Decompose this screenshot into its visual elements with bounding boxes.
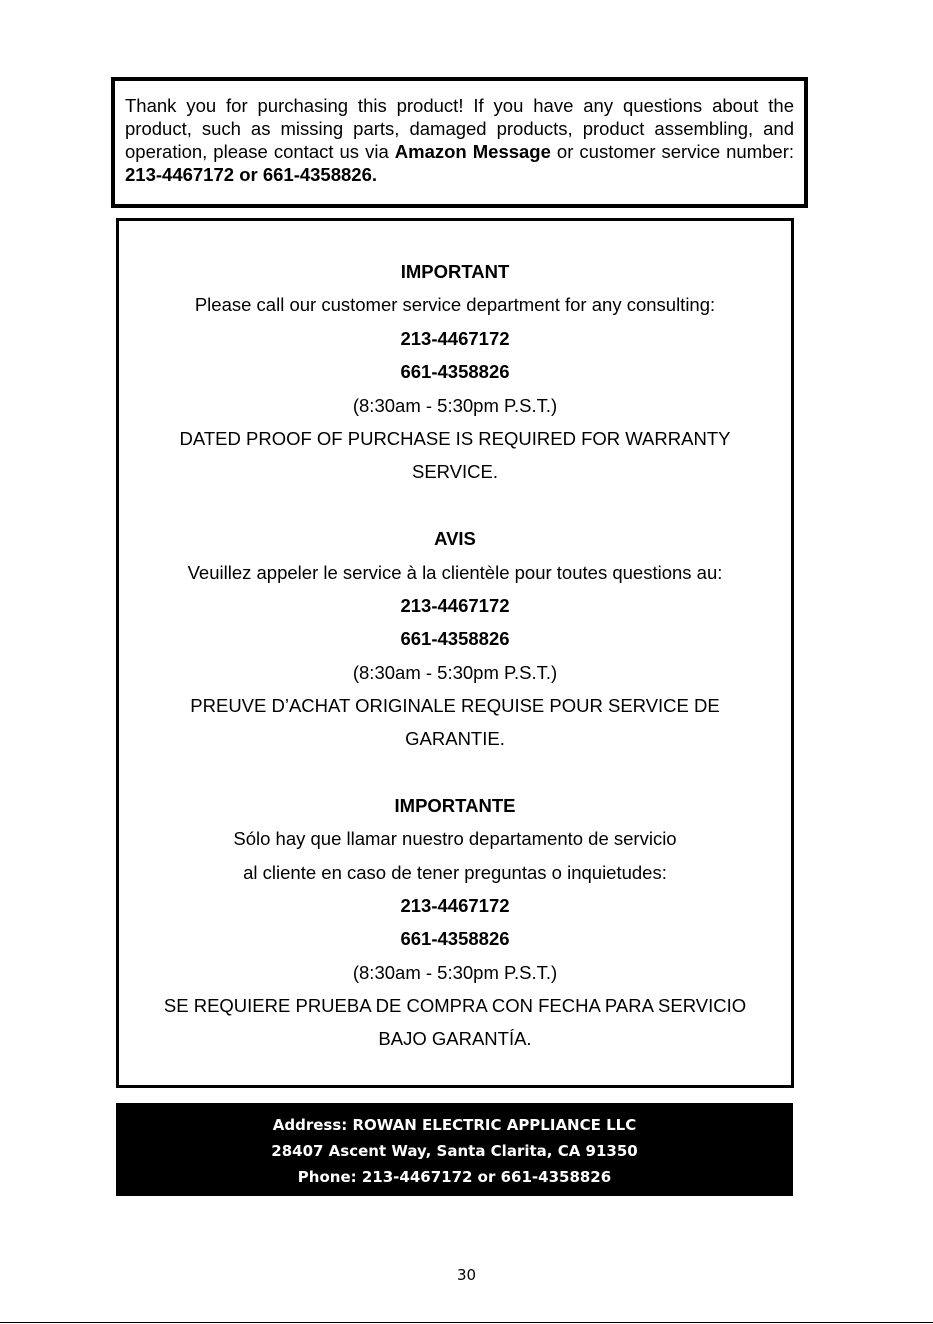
notice-phones: 213-4467172 or 661-4358826. [125, 164, 378, 185]
spanish-warranty-line-1: SE REQUIERE PRUEBA DE COMPRA CON FECHA PARA SERVICIO [163, 995, 747, 1016]
french-intro: Veuillez appeler le service à la clientèle pour toutes questions au: [187, 562, 723, 583]
warranty-info-box [116, 218, 794, 1088]
footer-phone-line: Phone: 213-4467172 or 661-4358826 [297, 1168, 612, 1186]
spanish-warranty-line-2: BAJO GARANTÍA. [378, 1028, 532, 1049]
english-phone-2: 661-4358826 [400, 361, 510, 382]
notice-amazon-message: Amazon Message [394, 141, 551, 162]
french-phone-1: 213-4467172 [400, 595, 510, 616]
english-hours: (8:30am - 5:30pm P.S.T.) [352, 395, 558, 416]
french-hours: (8:30am - 5:30pm P.S.T.) [352, 662, 558, 683]
footer-street-line: 28407 Ascent Way, Santa Clarita, CA 91350 [271, 1142, 638, 1160]
english-warranty-line-1: DATED PROOF OF PURCHASE IS REQUIRED FOR WARRANTY [179, 428, 731, 449]
english-warranty-line-2: SERVICE. [411, 461, 499, 482]
purchase-notice-box [111, 77, 808, 208]
french-warranty-line-1: PREUVE D’ACHAT ORIGINALE REQUISE POUR SERVICE DE [190, 695, 720, 716]
footer-address-line: Address: ROWAN ELECTRIC APPLIANCE LLC [272, 1116, 637, 1134]
english-phone-1: 213-4467172 [400, 328, 510, 349]
spanish-hours: (8:30am - 5:30pm P.S.T.) [352, 962, 558, 983]
bottom-divider [0, 1322, 933, 1323]
french-warranty-line-2: GARANTIE. [405, 728, 505, 749]
french-heading: AVIS [434, 528, 476, 549]
page-number: 30 [456, 1266, 477, 1284]
spanish-phone-1: 213-4467172 [400, 895, 510, 916]
notice-text-before: Thank you for purchasing this product! If you have any questions about the product, such as missing parts, damaged products, product assembling, and operation, please contact us via [125, 95, 794, 162]
english-heading: IMPORTANT [400, 261, 510, 282]
french-phone-2: 661-4358826 [400, 628, 510, 649]
spanish-intro-line-1: Sólo hay que llamar nuestro departamento de servicio [233, 828, 677, 849]
spanish-phone-2: 661-4358826 [400, 928, 510, 949]
notice-text-middle: or customer service number: [550, 141, 794, 162]
spanish-heading: IMPORTANTE [394, 795, 516, 816]
company-address-footer [116, 1103, 793, 1196]
english-intro: Please call our customer service department for any consulting: [194, 294, 716, 315]
spanish-intro-line-2: al cliente en caso de tener preguntas o inquietudes: [243, 862, 667, 883]
